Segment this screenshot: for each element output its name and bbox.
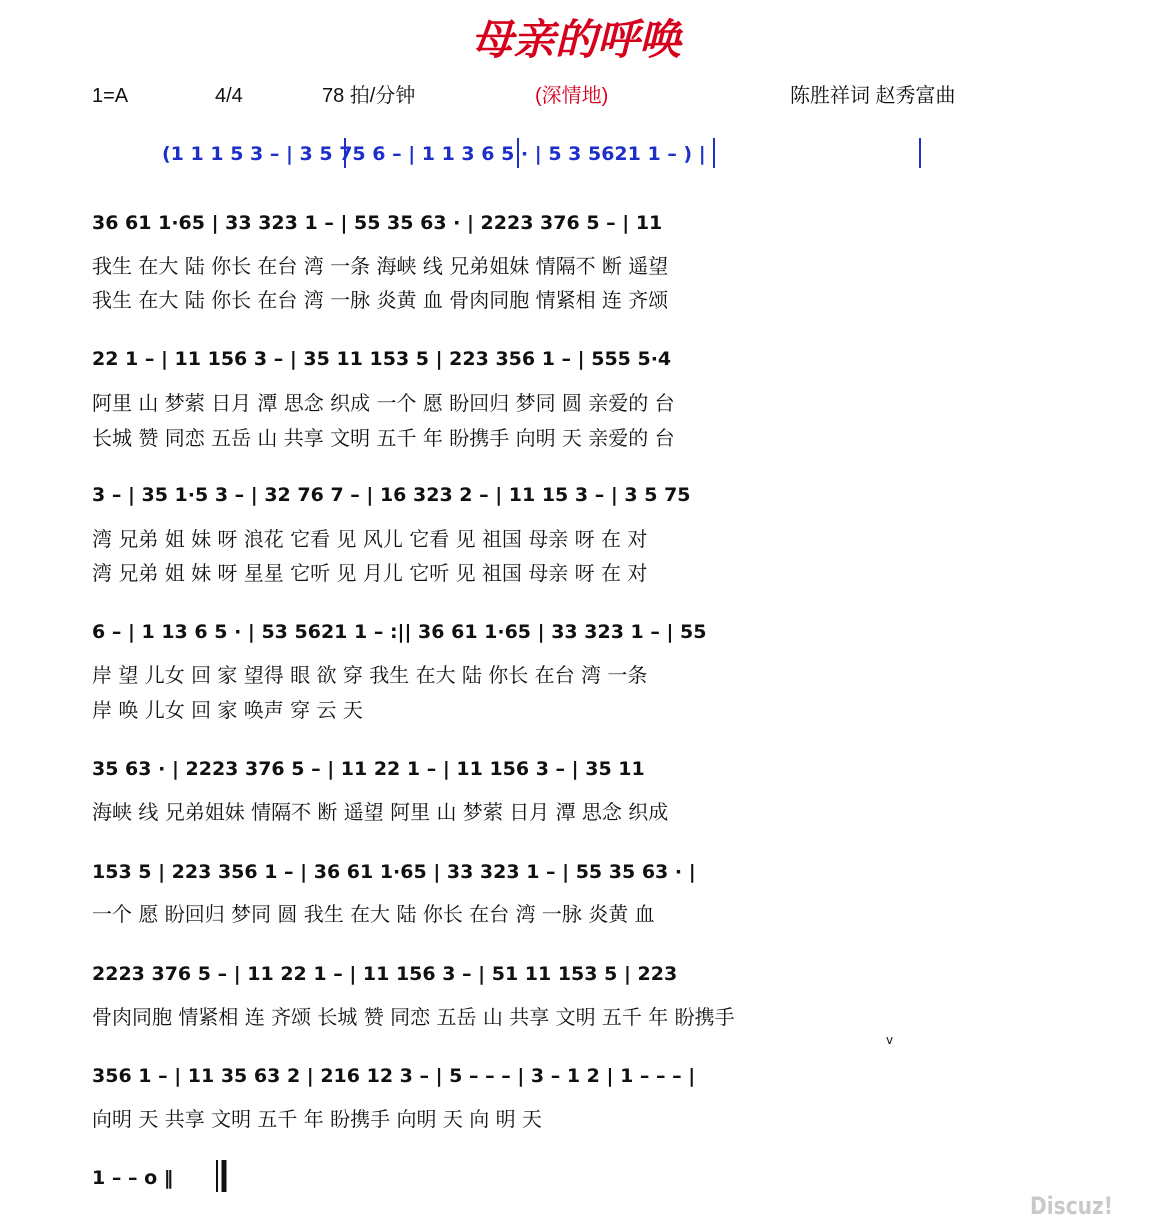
system-notes: 2223 376 5 – | 11 22 1 – | 11 156 3 – | 51 11 153 5 | 223 [92, 963, 678, 985]
intro-notes: (1 1 1 5 3 – | 3 5 75 6 – | 1 1 3 6 5 · | 5 3 5621 1 – ) | [162, 143, 706, 165]
lyric-line-1: 阿里 山 梦萦 日月 潭 思念 织成 一个 愿 盼回归 梦同 圆 亲爱的 台 [92, 391, 675, 415]
song-credits: 陈胜祥词 赵秀富曲 [790, 85, 956, 107]
lyric-line-1: 岸 望 儿女 回 家 望得 眼 欲 穿 我生 在大 陆 你长 在台 湾 一条 [92, 663, 648, 687]
system-notes: 6 – | 1 13 6 5 · | 53 5621 1 – :|| 36 61 1·65 | 33 323 1 – | 55 [92, 621, 707, 643]
lyric-line-2: 岸 唤 儿女 回 家 唤声 穿 云 天 [92, 698, 363, 722]
lyric-line-1: 向明 天 共享 文明 五千 年 盼携手 向明 天 向 明 天 [92, 1107, 542, 1131]
breath-mark: v [886, 1033, 894, 1047]
system-notes: 1 – – o ‖ [92, 1167, 174, 1189]
system-notes: 36 61 1·65 | 33 323 1 – | 55 35 63 · | 2223 376 5 – | 11 [92, 212, 663, 234]
lyric-line-1: 湾 兄弟 姐 妹 呀 浪花 它看 见 风儿 它看 见 祖国 母亲 呀 在 对 [92, 527, 648, 551]
lyric-line-1: 骨肉同胞 情紧相 连 齐颂 长城 赞 同恋 五岳 山 共享 文明 五千 年 盼携手 [92, 1005, 735, 1029]
song-title: 母亲的呼唤 [470, 15, 682, 64]
lyric-line-2: 长城 赞 同恋 五岳 山 共享 文明 五千 年 盼携手 向明 天 亲爱的 台 [92, 426, 675, 450]
lyric-line-1: 一个 愿 盼回归 梦同 圆 我生 在大 陆 你长 在台 湾 一脉 炎黄 血 [92, 902, 655, 926]
key-signature: 1=A [92, 85, 129, 107]
time-signature: 4/4 [215, 85, 243, 107]
tempo-marking: 78 拍/分钟 [322, 85, 416, 107]
system-notes: 153 5 | 223 356 1 – | 36 61 1·65 | 33 323 1 – | 55 35 63 · | [92, 861, 696, 883]
lyric-line-1: 我生 在大 陆 你长 在台 湾 一条 海峡 线 兄弟姐妹 情隔不 断 遥望 [92, 254, 669, 278]
watermark: Discuz! [1030, 1192, 1113, 1220]
lyric-line-2: 我生 在大 陆 你长 在台 湾 一脉 炎黄 血 骨肉同胞 情紧相 连 齐颂 [92, 288, 669, 312]
system-notes: 35 63 · | 2223 376 5 – | 11 22 1 – | 11 156 3 – | 35 11 [92, 758, 645, 780]
system-notes: 356 1 – | 11 35 63 2 | 216 12 3 – | 5 – – – | 3 – 1 2 | 1 – – – | [92, 1065, 696, 1087]
expression-marking: (深情地) [535, 85, 609, 107]
system-notes: 22 1 – | 11 156 3 – | 35 11 153 5 | 223 356 1 – | 555 5·4 [92, 348, 672, 370]
system-notes: 3 – | 35 1·5 3 – | 32 76 7 – | 16 323 2 – | 11 15 3 – | 3 5 75 [92, 484, 691, 506]
lyric-line-1: 海峡 线 兄弟姐妹 情隔不 断 遥望 阿里 山 梦萦 日月 潭 思念 织成 [92, 800, 669, 824]
lyric-line-2: 湾 兄弟 姐 妹 呀 星星 它听 见 月儿 它听 见 祖国 母亲 呀 在 对 [92, 561, 648, 585]
